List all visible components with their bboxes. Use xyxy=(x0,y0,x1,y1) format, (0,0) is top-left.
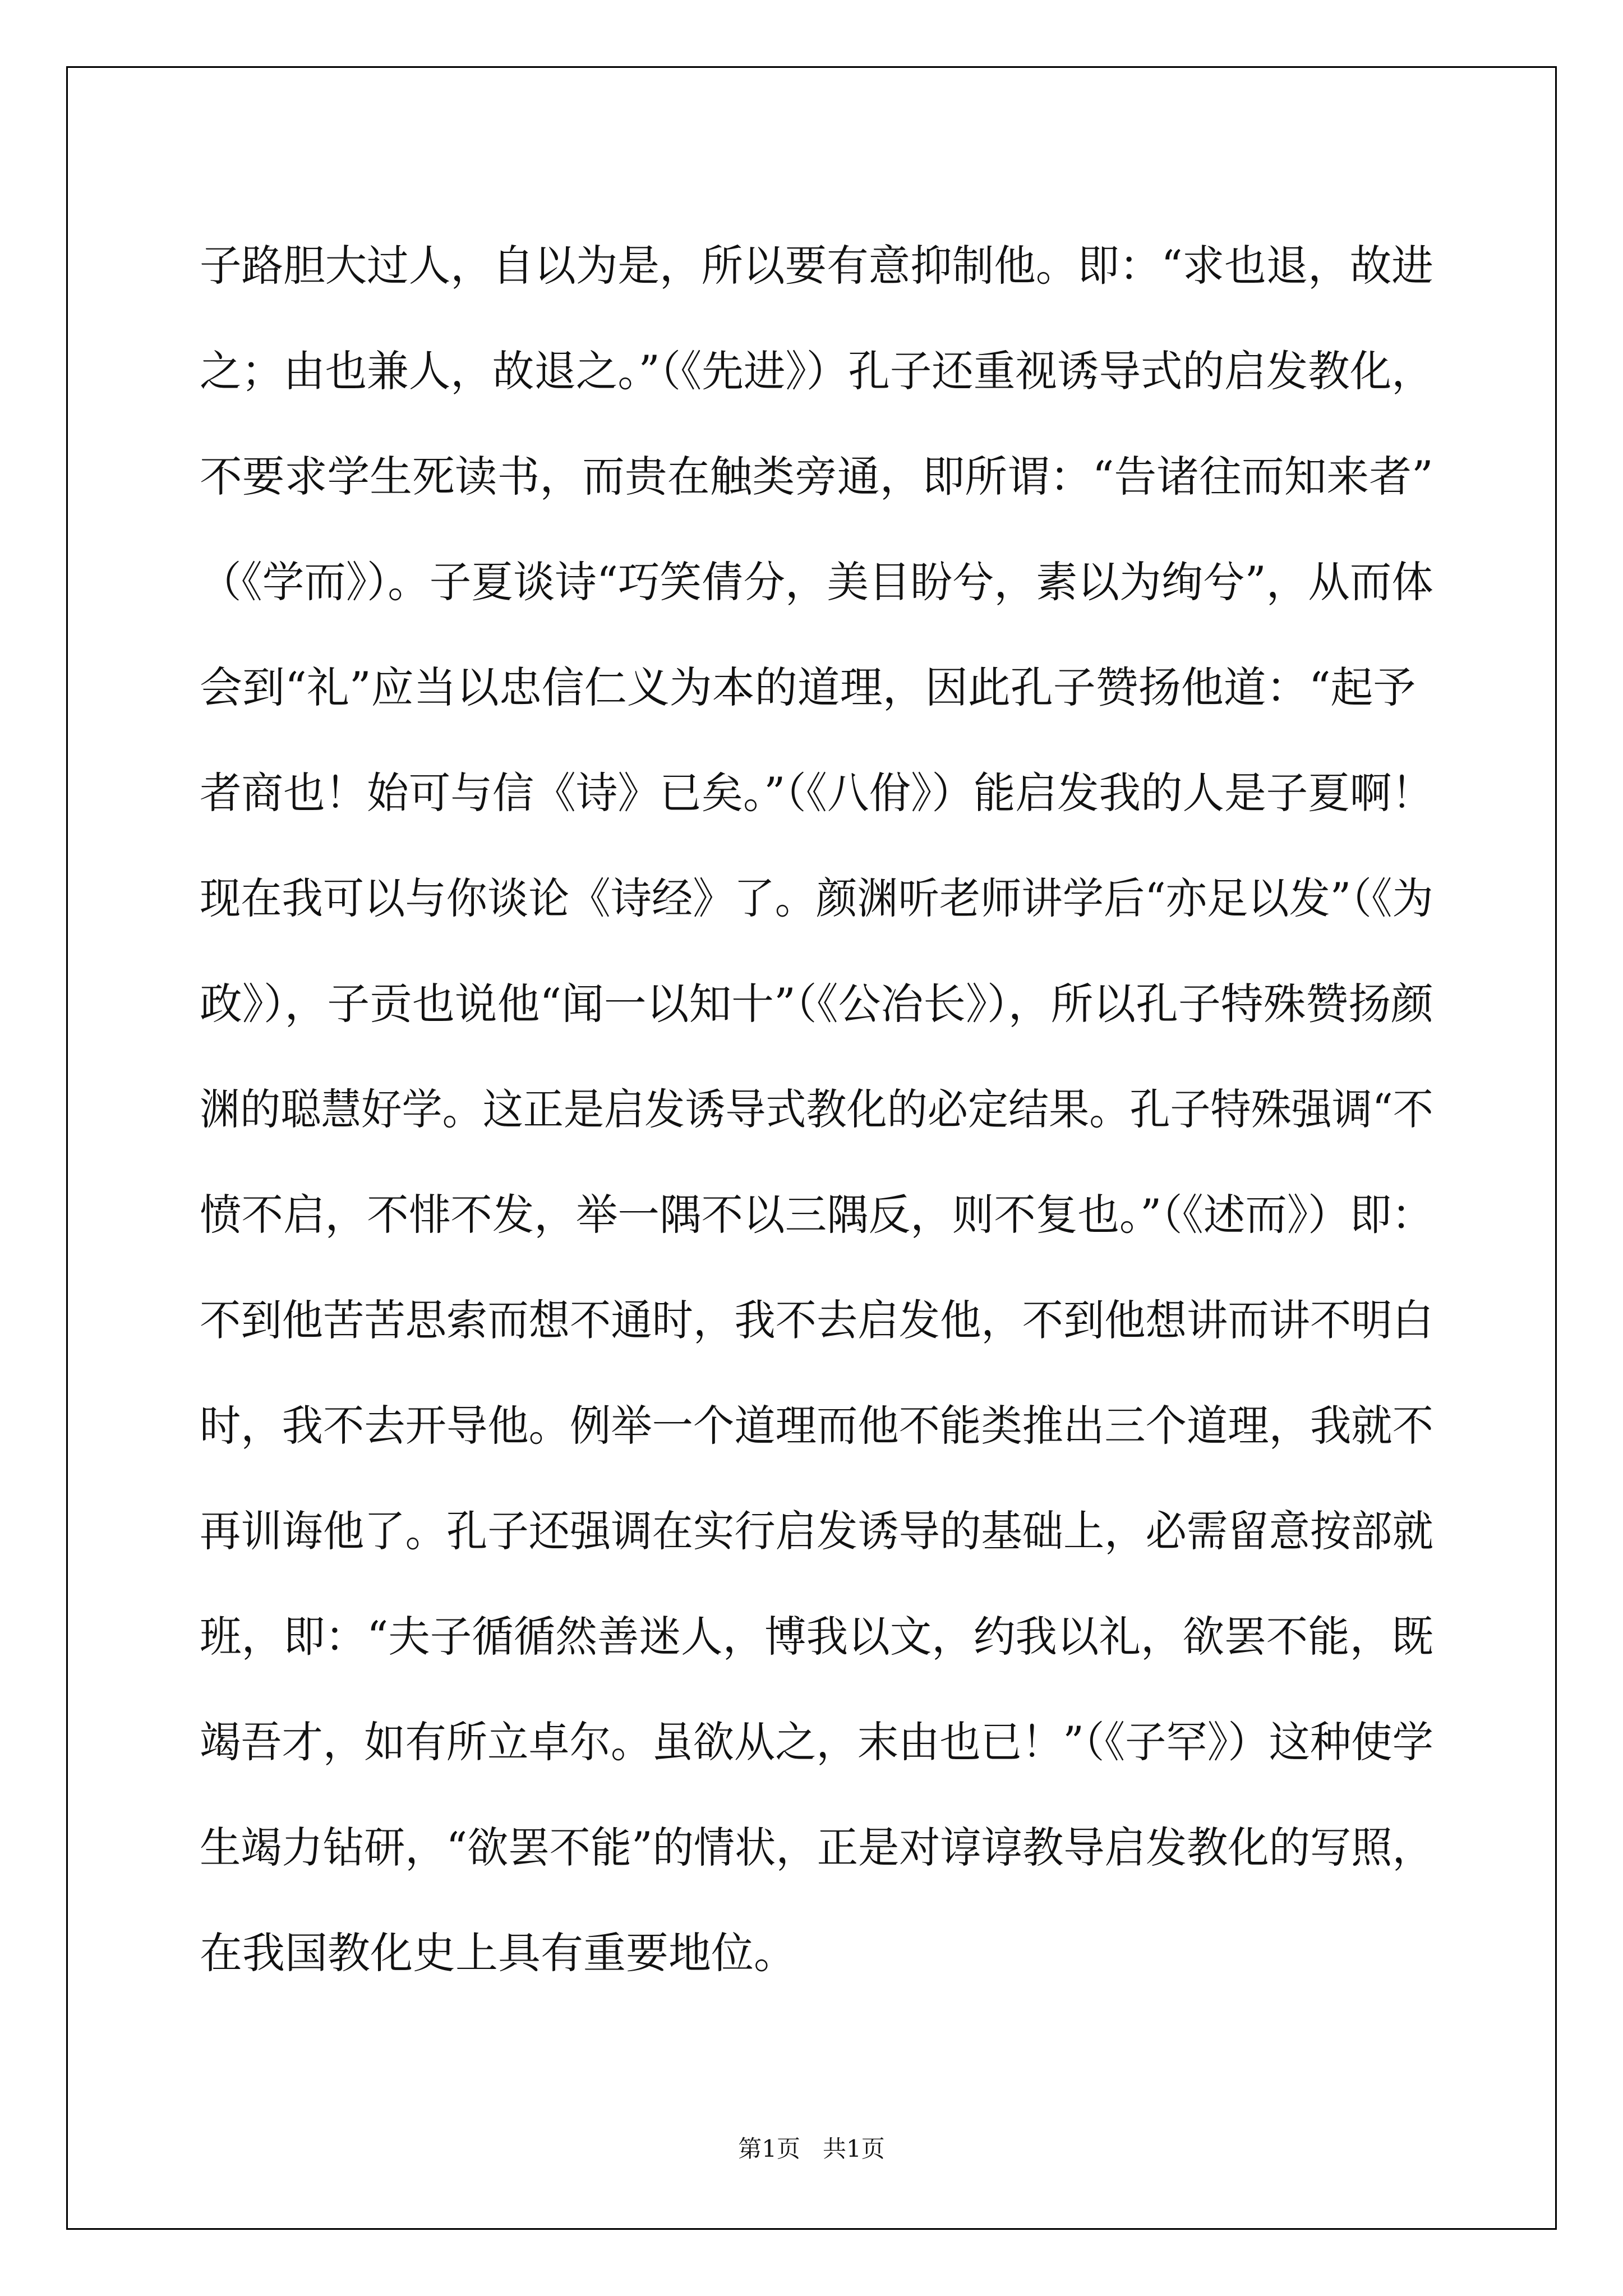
text-line: 生竭力钻研，“欲罢不能”的情状，正是对谆谆教导启发教化的写照， xyxy=(200,1823,1433,1872)
text-line: 在我国教化史上具有重要地位。 xyxy=(200,1928,796,1978)
text-line: 者商也！始可与信《诗》已矣。”（《八佾》）能启发我的人是子夏啊！ xyxy=(200,768,1433,818)
text-line: 时，我不去开导他。例举一个道理而他不能类推出三个道理，我就不 xyxy=(200,1401,1433,1451)
text-line: 之；由也兼人，故退之。”（《先进》）孔子还重视诱导式的启发教化， xyxy=(200,346,1433,396)
text-line: 竭吾才，如有所立卓尔。虽欲从之，末由也已！”（《子罕》）这种使学 xyxy=(200,1717,1433,1767)
text-line: 不要求学生死读书，而贵在触类旁通，即所谓：“告诸往而知来者” xyxy=(200,452,1433,501)
document-body xyxy=(200,213,1433,2006)
text-line: 政》），子贡也说他“闻一以知十”（《公冶长》），所以孔子特殊赞扬颜 xyxy=(200,979,1433,1029)
text-line: 班，即：“夫子循循然善迷人，博我以文，约我以礼，欲罢不能，既 xyxy=(200,1612,1433,1662)
text-line: （《学而》）。子夏谈诗“巧笑倩分，美目盼兮，素以为绚兮”，从而体 xyxy=(200,557,1433,607)
text-line: 渊的聪慧好学。这正是启发诱导式教化的必定结果。孔子特殊强调“不 xyxy=(200,1084,1433,1134)
text-line: 子路胆大过人，自以为是，所以要有意抑制他。即：“求也退，故进 xyxy=(200,241,1433,291)
text-line: 不到他苦苦思索而想不通时，我不去启发他，不到他想讲而讲不明白 xyxy=(200,1295,1433,1345)
text-line: 现在我可以与你谈论《诗经》了。颜渊听老师讲学后“亦足以发”（《为 xyxy=(200,873,1433,923)
text-line: 愤不启，不悱不发，举一隅不以三隅反，则不复也。”（《述而》）即： xyxy=(200,1190,1433,1240)
text-line: 会到“礼”应当以忠信仁义为本的道理，因此孔子赞扬他道：“起予 xyxy=(200,662,1416,712)
page-number-footer: 第1页 共1页 xyxy=(738,2135,885,2162)
text-line: 再训诲他了。孔子还强调在实行启发诱导的基础上，必需留意按部就 xyxy=(200,1506,1433,1556)
